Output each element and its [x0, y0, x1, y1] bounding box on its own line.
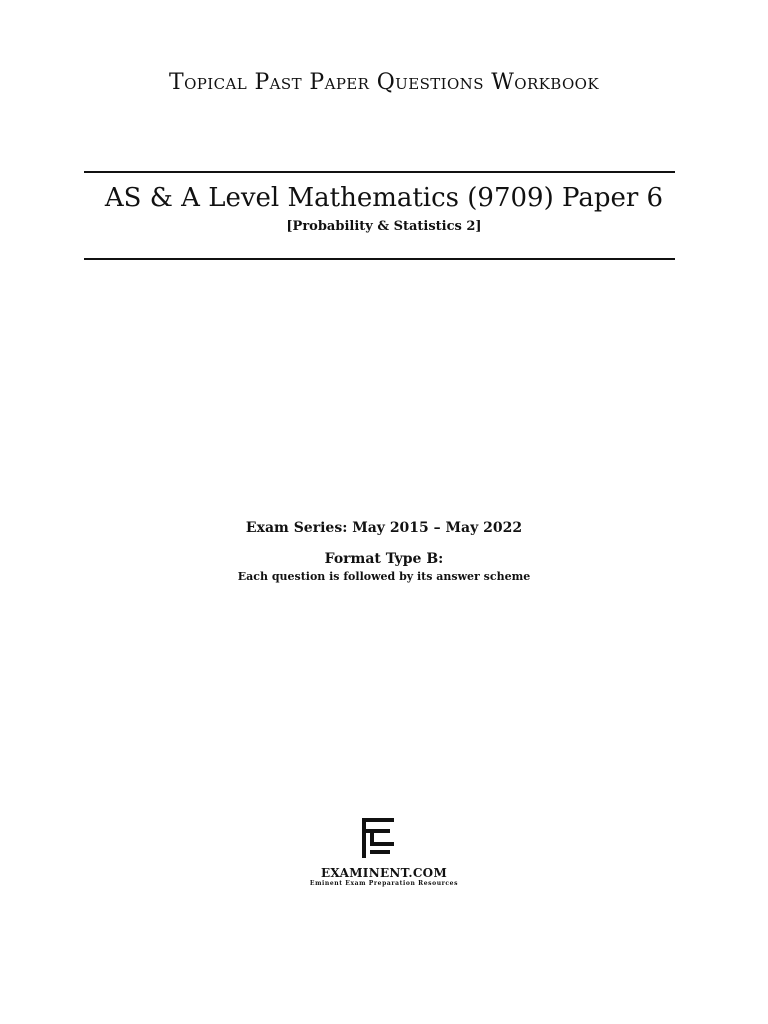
brand-name: EXAMINENT.COM [320, 866, 448, 880]
title-rule-bottom [84, 258, 675, 260]
workbook-title: Topical Past Paper Questions Workbook [169, 70, 599, 95]
examinent-logo-icon [359, 817, 399, 859]
brand-tagline: Eminent Exam Preparation Resources [309, 880, 459, 887]
exam-series: Exam Series: May 2015 – May 2022 [245, 520, 523, 536]
paper-subtitle: [Probability & Statistics 2] [286, 219, 482, 234]
format-type: Format Type B: [324, 551, 444, 567]
format-description: Each question is followed by its answer scheme [237, 570, 531, 583]
paper-title: AS & A Level Mathematics (9709) Paper 6 [104, 183, 664, 213]
title-rule-top [84, 171, 675, 173]
